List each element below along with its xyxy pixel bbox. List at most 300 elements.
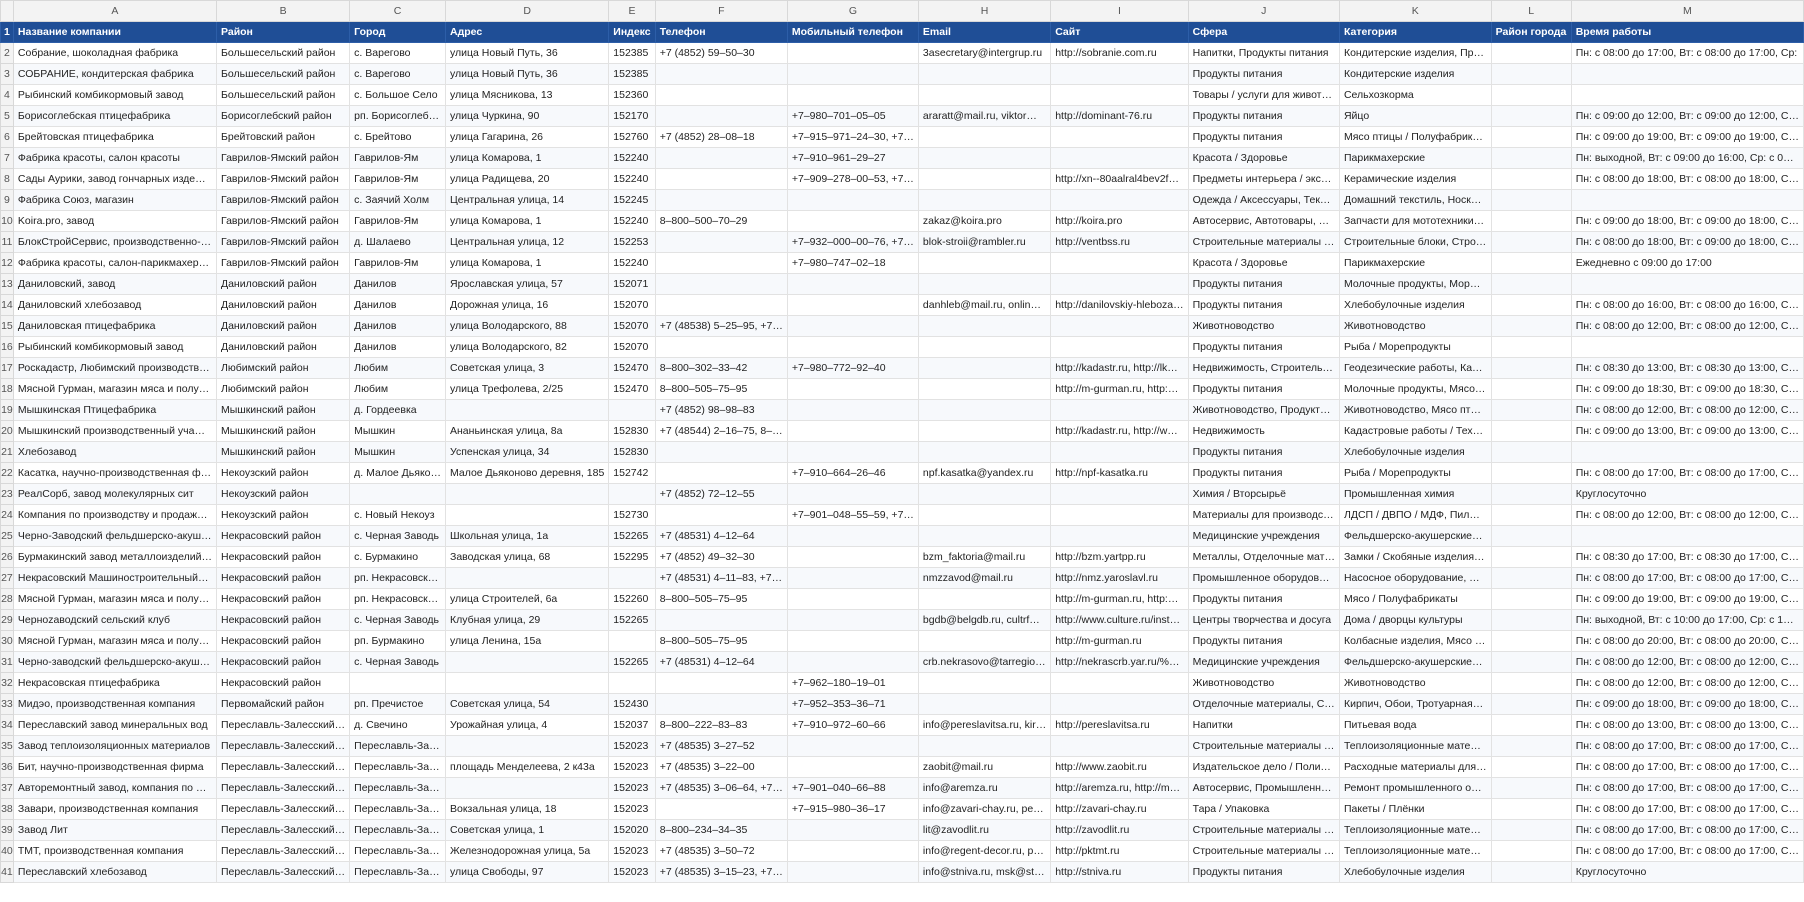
table-cell[interactable]: Отделочные материалы, С… — [1188, 694, 1339, 715]
table-cell[interactable]: Пн: с 08:30 до 17:00, Вт: с 08:30 до 17:00, С… — [1571, 547, 1803, 568]
table-cell[interactable]: 152253 — [609, 232, 655, 253]
table-cell[interactable] — [918, 190, 1050, 211]
table-cell[interactable] — [918, 379, 1050, 400]
table-cell[interactable]: Мышкин — [350, 442, 446, 463]
table-cell[interactable] — [1491, 505, 1571, 526]
table-cell[interactable]: Мышкинский район — [216, 400, 349, 421]
table-cell[interactable]: danhleb@mail.ru, onlin… — [918, 295, 1050, 316]
table-cell[interactable]: Товары / услуги для живот… — [1188, 85, 1339, 106]
table-cell[interactable]: Материалы для производс… — [1188, 505, 1339, 526]
table-cell[interactable]: Даниловская птицефабрика — [13, 316, 216, 337]
table-cell[interactable] — [655, 274, 787, 295]
header-cell[interactable]: Категория — [1339, 22, 1491, 43]
row-number[interactable]: 32 — [1, 673, 14, 694]
table-cell[interactable]: Некрасовский район — [216, 610, 349, 631]
table-cell[interactable]: Мышкинская Птицефабрика — [13, 400, 216, 421]
table-cell[interactable]: Пн: с 08:00 до 17:00, Вт: с 08:00 до 17:00, С… — [1571, 757, 1803, 778]
row-number[interactable]: 13 — [1, 274, 14, 295]
table-cell[interactable]: Переславль-Залесский… — [216, 820, 349, 841]
table-cell[interactable]: Пн: с 09:00 до 18:30, Вт: с 09:00 до 18:30, С… — [1571, 379, 1803, 400]
table-cell[interactable]: Некрасовская птицефабрика — [13, 673, 216, 694]
table-cell[interactable]: Медицинские учреждения — [1188, 526, 1339, 547]
table-cell[interactable]: улица Володарского, 88 — [446, 316, 609, 337]
table-cell[interactable]: Пн: с 08:00 до 12:00, Вт: с 08:00 до 12:00, С… — [1571, 652, 1803, 673]
table-cell[interactable]: Черно-заводский фельдшерско-акуш… — [13, 652, 216, 673]
table-cell[interactable]: +7 (4852) 28–08–18 — [655, 127, 787, 148]
table-cell[interactable]: Некрасовский район — [216, 589, 349, 610]
table-cell[interactable] — [609, 568, 655, 589]
table-cell[interactable]: 152240 — [609, 148, 655, 169]
table-cell[interactable]: Пн: с 08:00 до 13:00, Вт: с 08:00 до 13:00, С… — [1571, 715, 1803, 736]
row-number[interactable]: 36 — [1, 757, 14, 778]
table-cell[interactable] — [1051, 694, 1188, 715]
table-cell[interactable]: Данилов — [350, 316, 446, 337]
table-cell[interactable]: Фабрика Союз, магазин — [13, 190, 216, 211]
table-cell[interactable]: Красота / Здоровье — [1188, 253, 1339, 274]
table-cell[interactable]: Керамические изделия — [1339, 169, 1491, 190]
table-cell[interactable]: +7 (48531) 4–12–64 — [655, 526, 787, 547]
table-cell[interactable]: http://m-gurman.ru — [1051, 631, 1188, 652]
table-cell[interactable]: РеалСорб, завод молекулярных сит — [13, 484, 216, 505]
table-cell[interactable]: с. Заячий Холм — [350, 190, 446, 211]
table-cell[interactable]: Пн: с 09:00 до 18:00, Вт: с 09:00 до 18:00, С… — [1571, 211, 1803, 232]
table-cell[interactable] — [1571, 190, 1803, 211]
row-number[interactable]: 30 — [1, 631, 14, 652]
row-number[interactable]: 25 — [1, 526, 14, 547]
table-cell[interactable] — [655, 253, 787, 274]
table-cell[interactable]: Животноводство — [1339, 673, 1491, 694]
table-cell[interactable]: Советская улица, 1 — [446, 820, 609, 841]
table-cell[interactable]: Пн: с 08:00 до 17:00, Вт: с 08:00 до 17:00, С… — [1571, 820, 1803, 841]
table-cell[interactable] — [918, 127, 1050, 148]
table-cell[interactable]: +7–962–180–19–01 — [787, 673, 918, 694]
table-cell[interactable]: Дорожная улица, 16 — [446, 295, 609, 316]
table-cell[interactable] — [1491, 232, 1571, 253]
table-cell[interactable]: Автосервис, Промышленн… — [1188, 778, 1339, 799]
table-cell[interactable]: Переславль-За… — [350, 799, 446, 820]
table-cell[interactable]: рп. Борисоглеб… — [350, 106, 446, 127]
table-cell[interactable] — [1491, 820, 1571, 841]
table-cell[interactable]: Пн: с 08:00 до 17:00, Вт: с 08:00 до 17:00, С… — [1571, 778, 1803, 799]
table-cell[interactable]: Расходные материалы для… — [1339, 757, 1491, 778]
table-cell[interactable] — [655, 106, 787, 127]
table-cell[interactable]: Пн: с 08:00 до 12:00, Вт: с 08:00 до 12:00, С… — [1571, 316, 1803, 337]
table-cell[interactable] — [655, 190, 787, 211]
table-cell[interactable] — [918, 505, 1050, 526]
table-cell[interactable] — [1051, 505, 1188, 526]
table-cell[interactable]: Любимский район — [216, 379, 349, 400]
table-cell[interactable]: http://www.zaobit.ru — [1051, 757, 1188, 778]
table-cell[interactable]: рп. Бурмакино — [350, 631, 446, 652]
header-cell[interactable]: Время работы — [1571, 22, 1803, 43]
table-cell[interactable]: с. Новый Некоуз — [350, 505, 446, 526]
table-cell[interactable]: Сельхозкорма — [1339, 85, 1491, 106]
table-cell[interactable]: Компания по производству и продаж… — [13, 505, 216, 526]
table-cell[interactable]: Вокзальная улица, 18 — [446, 799, 609, 820]
header-cell[interactable]: Телефон — [655, 22, 787, 43]
table-cell[interactable]: Пн: с 08:00 до 18:00, Вт: с 08:00 до 18:00, С… — [1571, 169, 1803, 190]
table-cell[interactable]: Продукты питания — [1188, 442, 1339, 463]
table-cell[interactable]: улица Чуркина, 90 — [446, 106, 609, 127]
table-cell[interactable] — [787, 379, 918, 400]
table-cell[interactable]: Продукты питания — [1188, 127, 1339, 148]
table-cell[interactable]: Даниловский район — [216, 295, 349, 316]
row-number[interactable]: 27 — [1, 568, 14, 589]
row-number[interactable]: 11 — [1, 232, 14, 253]
table-cell[interactable]: БлокСтройСервис, производственно-… — [13, 232, 216, 253]
table-cell[interactable]: Некрасовский район — [216, 547, 349, 568]
table-cell[interactable]: улица Радищева, 20 — [446, 169, 609, 190]
table-cell[interactable]: Пн: с 08:00 до 16:00, Вт: с 08:00 до 16:00, С… — [1571, 295, 1803, 316]
table-cell[interactable]: Авторемонтный завод, компания по … — [13, 778, 216, 799]
table-cell[interactable]: 152240 — [609, 169, 655, 190]
header-cell[interactable]: Email — [918, 22, 1050, 43]
table-cell[interactable]: Строительные материалы … — [1188, 736, 1339, 757]
table-cell[interactable]: Пн: с 08:00 до 17:00, Вт: с 08:00 до 17:00, Ср: — [1571, 43, 1803, 64]
column-header-d[interactable]: D — [446, 1, 609, 22]
table-cell[interactable]: Даниловский район — [216, 337, 349, 358]
select-all-corner[interactable] — [1, 1, 14, 22]
table-cell[interactable]: +7–915–980–36–17 — [787, 799, 918, 820]
table-cell[interactable] — [655, 85, 787, 106]
table-cell[interactable]: 152730 — [609, 505, 655, 526]
table-cell[interactable]: Собрание, шоколадная фабрика — [13, 43, 216, 64]
table-cell[interactable]: Парикмахерские — [1339, 253, 1491, 274]
column-header-f[interactable]: F — [655, 1, 787, 22]
table-cell[interactable]: Продукты питания — [1188, 589, 1339, 610]
table-cell[interactable]: улица Мясникова, 13 — [446, 85, 609, 106]
column-header-k[interactable]: K — [1339, 1, 1491, 22]
table-cell[interactable]: улица Володарского, 82 — [446, 337, 609, 358]
table-cell[interactable]: Пн: с 09:00 до 19:00, Вт: с 09:00 до 19:00, С… — [1571, 589, 1803, 610]
table-cell[interactable] — [918, 85, 1050, 106]
table-cell[interactable]: 152020 — [609, 820, 655, 841]
table-cell[interactable] — [1491, 652, 1571, 673]
table-cell[interactable]: Переславль-Залесский… — [216, 757, 349, 778]
table-cell[interactable]: с. Большое Село — [350, 85, 446, 106]
table-cell[interactable]: 8–800–505–75–95 — [655, 379, 787, 400]
row-number[interactable]: 34 — [1, 715, 14, 736]
row-number[interactable]: 1 — [1, 22, 14, 43]
table-cell[interactable]: info@regent-decor.ru, p… — [918, 841, 1050, 862]
table-cell[interactable] — [787, 589, 918, 610]
column-header-b[interactable]: B — [216, 1, 349, 22]
table-cell[interactable]: +7–952–353–36–71 — [787, 694, 918, 715]
table-cell[interactable]: Строительные блоки, Стро… — [1339, 232, 1491, 253]
table-cell[interactable]: Любим — [350, 358, 446, 379]
table-cell[interactable]: 152037 — [609, 715, 655, 736]
table-cell[interactable] — [918, 64, 1050, 85]
row-number[interactable]: 7 — [1, 148, 14, 169]
table-cell[interactable] — [787, 64, 918, 85]
table-cell[interactable] — [1491, 610, 1571, 631]
column-header-i[interactable]: I — [1051, 1, 1188, 22]
table-cell[interactable]: Центральная улица, 14 — [446, 190, 609, 211]
table-cell[interactable] — [350, 673, 446, 694]
table-cell[interactable]: info@aremza.ru — [918, 778, 1050, 799]
table-cell[interactable]: Некрасовский район — [216, 631, 349, 652]
table-cell[interactable]: Большесельский район — [216, 85, 349, 106]
table-cell[interactable]: Завод Лит — [13, 820, 216, 841]
table-cell[interactable] — [1491, 337, 1571, 358]
table-cell[interactable]: Продукты питания — [1188, 337, 1339, 358]
row-number[interactable]: 12 — [1, 253, 14, 274]
table-cell[interactable]: Первомайский район — [216, 694, 349, 715]
table-cell[interactable] — [1491, 85, 1571, 106]
table-cell[interactable] — [787, 43, 918, 64]
table-cell[interactable]: Круглосуточно — [1571, 484, 1803, 505]
table-cell[interactable]: Пн: с 09:00 до 12:00, Вт: с 09:00 до 12:00, С… — [1571, 106, 1803, 127]
table-cell[interactable] — [1491, 421, 1571, 442]
table-cell[interactable] — [446, 484, 609, 505]
table-cell[interactable]: Переславль-Залесский… — [216, 736, 349, 757]
table-cell[interactable]: araratt@mail.ru, viktor… — [918, 106, 1050, 127]
table-cell[interactable]: улица Комарова, 1 — [446, 211, 609, 232]
table-cell[interactable]: Железнодорожная улица, 5а — [446, 841, 609, 862]
table-cell[interactable] — [446, 568, 609, 589]
table-cell[interactable]: д. Малое Дьяко… — [350, 463, 446, 484]
table-cell[interactable]: http://nekrascrb.yar.ru/%… — [1051, 652, 1188, 673]
table-cell[interactable]: http://sobranie.com.ru — [1051, 43, 1188, 64]
table-cell[interactable]: улица Трефолева, 2/25 — [446, 379, 609, 400]
row-number[interactable]: 24 — [1, 505, 14, 526]
table-cell[interactable]: +7 (48535) 3–22–00 — [655, 757, 787, 778]
table-cell[interactable]: Пн: с 08:00 до 17:00, Вт: с 08:00 до 17:00, С… — [1571, 799, 1803, 820]
table-cell[interactable]: с. Бурмакино — [350, 547, 446, 568]
table-cell[interactable]: улица Строителей, 6а — [446, 589, 609, 610]
table-cell[interactable] — [787, 316, 918, 337]
table-cell[interactable]: +7 (4852) 49–32–30 — [655, 547, 787, 568]
table-cell[interactable]: Бурмакинский завод металлоизделий… — [13, 547, 216, 568]
table-cell[interactable] — [1051, 274, 1188, 295]
table-cell[interactable] — [1571, 85, 1803, 106]
table-cell[interactable]: Питьевая вода — [1339, 715, 1491, 736]
row-number[interactable]: 15 — [1, 316, 14, 337]
table-cell[interactable]: info@stniva.ru, msk@st… — [918, 862, 1050, 883]
table-cell[interactable] — [787, 337, 918, 358]
table-cell[interactable]: 152830 — [609, 442, 655, 463]
table-cell[interactable]: Мышкин — [350, 421, 446, 442]
table-cell[interactable] — [1491, 862, 1571, 883]
table-cell[interactable]: Пн: выходной, Вт: с 09:00 до 16:00, Ср: с 0… — [1571, 148, 1803, 169]
column-header-m[interactable]: M — [1571, 1, 1803, 22]
table-cell[interactable] — [1491, 127, 1571, 148]
table-cell[interactable] — [787, 547, 918, 568]
table-cell[interactable] — [446, 673, 609, 694]
table-cell[interactable]: рп. Некрасовск… — [350, 589, 446, 610]
table-cell[interactable]: Рыбинский комбикормовый завод — [13, 85, 216, 106]
table-cell[interactable]: 152260 — [609, 589, 655, 610]
table-cell[interactable]: Недвижимость, Строитель… — [1188, 358, 1339, 379]
table-cell[interactable]: Пн: с 08:00 до 12:00, Вт: с 08:00 до 12:00, С… — [1571, 505, 1803, 526]
table-cell[interactable]: Одежда / Аксессуары, Тек… — [1188, 190, 1339, 211]
row-number[interactable]: 8 — [1, 169, 14, 190]
table-cell[interactable]: Пн: с 08:00 до 18:00, Вт: с 09:00 до 18:00, С… — [1571, 232, 1803, 253]
table-cell[interactable] — [1491, 568, 1571, 589]
table-cell[interactable]: Красота / Здоровье — [1188, 148, 1339, 169]
table-cell[interactable] — [787, 631, 918, 652]
table-cell[interactable]: Парикмахерские — [1339, 148, 1491, 169]
table-cell[interactable]: +7–910–961–29–27 — [787, 148, 918, 169]
table-cell[interactable] — [1491, 358, 1571, 379]
table-cell[interactable]: +7–980–772–92–40 — [787, 358, 918, 379]
table-cell[interactable]: улица Комарова, 1 — [446, 253, 609, 274]
table-cell[interactable] — [1491, 295, 1571, 316]
table-cell[interactable]: 152070 — [609, 295, 655, 316]
table-cell[interactable]: Школьная улица, 1а — [446, 526, 609, 547]
table-cell[interactable]: Пн: с 08:00 до 17:00, Вт: с 08:00 до 17:00, С… — [1571, 463, 1803, 484]
table-cell[interactable]: 3asecretary@intergrup.ru — [918, 43, 1050, 64]
table-cell[interactable]: Предметы интерьера / экс… — [1188, 169, 1339, 190]
table-cell[interactable]: 152360 — [609, 85, 655, 106]
table-cell[interactable]: Строительные материалы … — [1188, 232, 1339, 253]
table-cell[interactable]: д. Шалаево — [350, 232, 446, 253]
row-number[interactable]: 29 — [1, 610, 14, 631]
table-cell[interactable]: Геодезические работы, Ка… — [1339, 358, 1491, 379]
table-cell[interactable]: Даниловский район — [216, 274, 349, 295]
table-cell[interactable]: Гаврилов-Ямский район — [216, 232, 349, 253]
table-cell[interactable]: Фельдшерско-акушерские… — [1339, 652, 1491, 673]
table-cell[interactable]: http://kadastr.ru, http://lk… — [1051, 358, 1188, 379]
table-cell[interactable]: 152742 — [609, 463, 655, 484]
table-cell[interactable]: Клубная улица, 29 — [446, 610, 609, 631]
table-cell[interactable] — [1491, 631, 1571, 652]
table-cell[interactable]: 152023 — [609, 841, 655, 862]
table-cell[interactable]: Черноzаводский сельский клуб — [13, 610, 216, 631]
table-cell[interactable]: Переславль-За… — [350, 841, 446, 862]
table-cell[interactable] — [1491, 799, 1571, 820]
table-cell[interactable] — [787, 757, 918, 778]
table-cell[interactable]: Гаврилов-Ямский район — [216, 211, 349, 232]
table-cell[interactable]: Черно-Заводский фельдшерско-акуш… — [13, 526, 216, 547]
table-cell[interactable]: 8–800–505–75–95 — [655, 631, 787, 652]
table-cell[interactable]: http://pktmt.ru — [1051, 841, 1188, 862]
table-cell[interactable]: Мясной Гурман, магазин мяса и полу… — [13, 589, 216, 610]
table-cell[interactable]: http://pereslavitsa.ru — [1051, 715, 1188, 736]
table-cell[interactable] — [1051, 337, 1188, 358]
table-cell[interactable]: Теплоизоляционные мате… — [1339, 841, 1491, 862]
table-cell[interactable]: Автосервис, Автотовары, … — [1188, 211, 1339, 232]
table-cell[interactable]: Ярославская улица, 57 — [446, 274, 609, 295]
table-cell[interactable]: Гаврилов-Ямский район — [216, 169, 349, 190]
table-cell[interactable]: Пн: с 09:00 до 13:00, Вт: с 09:00 до 13:00, С… — [1571, 421, 1803, 442]
table-cell[interactable] — [655, 148, 787, 169]
table-cell[interactable] — [1051, 316, 1188, 337]
table-cell[interactable]: Кондитерские изделия, Пр… — [1339, 43, 1491, 64]
table-cell[interactable] — [1491, 484, 1571, 505]
table-cell[interactable]: 152265 — [609, 610, 655, 631]
table-cell[interactable] — [787, 295, 918, 316]
table-cell[interactable]: д. Свечино — [350, 715, 446, 736]
row-number[interactable]: 21 — [1, 442, 14, 463]
header-cell[interactable]: Адрес — [446, 22, 609, 43]
row-number[interactable]: 17 — [1, 358, 14, 379]
column-header-a[interactable]: A — [13, 1, 216, 22]
table-cell[interactable]: http://m-gurman.ru, http:… — [1051, 589, 1188, 610]
table-cell[interactable]: Пакеты / Плёнки — [1339, 799, 1491, 820]
table-cell[interactable] — [1051, 85, 1188, 106]
table-cell[interactable]: Животноводство, Продукт… — [1188, 400, 1339, 421]
table-cell[interactable] — [655, 610, 787, 631]
table-cell[interactable]: http://aremza.ru, http://m… — [1051, 778, 1188, 799]
table-cell[interactable]: Гаврилов-Ям — [350, 211, 446, 232]
table-cell[interactable]: http://nmz.yaroslavl.ru — [1051, 568, 1188, 589]
table-cell[interactable]: Некрасовский Машиностроительный… — [13, 568, 216, 589]
table-cell[interactable]: Молочные продукты, Мор… — [1339, 274, 1491, 295]
table-cell[interactable] — [1051, 526, 1188, 547]
table-cell[interactable]: Пн: с 08:30 до 13:00, Вт: с 08:30 до 13:00, С… — [1571, 358, 1803, 379]
row-number[interactable]: 6 — [1, 127, 14, 148]
table-cell[interactable]: Переславль-За… — [350, 820, 446, 841]
table-cell[interactable]: Домашний текстиль, Носк… — [1339, 190, 1491, 211]
table-cell[interactable] — [1491, 400, 1571, 421]
table-cell[interactable] — [1491, 43, 1571, 64]
table-cell[interactable]: bzm_faktoria@mail.ru — [918, 547, 1050, 568]
table-cell[interactable]: Продукты питания — [1188, 379, 1339, 400]
table-cell[interactable]: +7–901–040–66–88 — [787, 778, 918, 799]
table-cell[interactable]: Переславль-За… — [350, 778, 446, 799]
table-cell[interactable]: Тара / Упаковка — [1188, 799, 1339, 820]
table-cell[interactable]: Брейтовская птицефабрика — [13, 127, 216, 148]
table-cell[interactable] — [1491, 169, 1571, 190]
table-cell[interactable]: 152070 — [609, 316, 655, 337]
table-cell[interactable]: Роскадастр, Любимский производств… — [13, 358, 216, 379]
table-cell[interactable]: Кирпич, Обои, Тротуарная… — [1339, 694, 1491, 715]
header-cell[interactable]: Сайт — [1051, 22, 1188, 43]
table-cell[interactable]: Напитки — [1188, 715, 1339, 736]
table-cell[interactable] — [1491, 64, 1571, 85]
table-cell[interactable] — [787, 190, 918, 211]
table-cell[interactable]: Некрасовский район — [216, 673, 349, 694]
table-cell[interactable]: 8–800–302–33–42 — [655, 358, 787, 379]
table-cell[interactable] — [1491, 274, 1571, 295]
table-cell[interactable]: Гаврилов-Ям — [350, 253, 446, 274]
table-cell[interactable]: 152430 — [609, 694, 655, 715]
table-cell[interactable]: Мясо / Полуфабрикаты — [1339, 589, 1491, 610]
table-cell[interactable]: 152265 — [609, 652, 655, 673]
table-cell[interactable] — [918, 253, 1050, 274]
table-cell[interactable] — [1491, 673, 1571, 694]
table-cell[interactable]: Переславль-Залесский… — [216, 715, 349, 736]
table-cell[interactable]: Даниловский хлебозавод — [13, 295, 216, 316]
table-cell[interactable]: с. Черная Заводь — [350, 652, 446, 673]
table-cell[interactable] — [1491, 106, 1571, 127]
table-cell[interactable]: Животноводство — [1188, 316, 1339, 337]
table-cell[interactable]: Хлебобулочные изделия — [1339, 295, 1491, 316]
table-cell[interactable]: Большесельский район — [216, 64, 349, 85]
table-cell[interactable]: 152170 — [609, 106, 655, 127]
table-cell[interactable] — [1491, 715, 1571, 736]
row-number[interactable]: 40 — [1, 841, 14, 862]
row-number[interactable]: 4 — [1, 85, 14, 106]
table-cell[interactable]: Переславский завод минеральных вод — [13, 715, 216, 736]
table-cell[interactable] — [787, 421, 918, 442]
table-cell[interactable]: Рыбинский комбикормовый завод — [13, 337, 216, 358]
table-cell[interactable]: с. Варегово — [350, 64, 446, 85]
table-cell[interactable] — [787, 484, 918, 505]
table-cell[interactable]: улица Гагарина, 26 — [446, 127, 609, 148]
table-cell[interactable] — [918, 148, 1050, 169]
table-cell[interactable]: Рыба / Морепродукты — [1339, 337, 1491, 358]
table-cell[interactable]: 152240 — [609, 253, 655, 274]
table-cell[interactable]: +7 (48531) 4–11–83, +7… — [655, 568, 787, 589]
table-cell[interactable] — [787, 820, 918, 841]
table-cell[interactable]: Некрасовский район — [216, 652, 349, 673]
table-cell[interactable] — [1491, 379, 1571, 400]
table-cell[interactable]: +7–932–000–00–76, +7… — [787, 232, 918, 253]
table-cell[interactable]: Строительные материалы … — [1188, 841, 1339, 862]
table-cell[interactable] — [918, 631, 1050, 652]
